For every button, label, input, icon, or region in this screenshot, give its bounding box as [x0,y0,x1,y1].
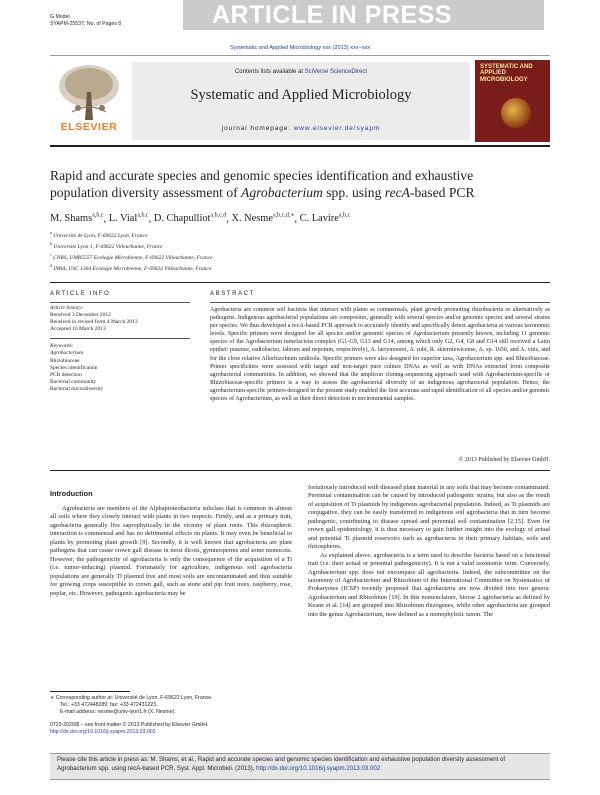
abstract-text: Agrobacteria are common soil bacteria that interact with plants as commensals, plant growth promoting rhizobacteria or alternatively as pathogens. Indigenous agrobacterial populations are composites, generally with several species and/or genomic species and several strains per species. We thus developed a recA-based PCR approach to accurately identify and specifically detect agrobacteria at various taxonomic levels. Specific primers were designed for all species and/or genomic species of Agrobacterium presently known, including 11 genomic species of the Agrobacterium tumefaciens complex (G1-G9, G13 and G14, among which only G2, G4, G8 and G14 still received a Latin epithet: pusense, radiobacter, fabrum and nepotum, respectively), A. larrymoorei, A. rubi, R. skierniewicense, A. sp. 1650, and A. vitis, and for the close relative Allorhizobium undicola. Specific primers were also designed for superior taxa, Agrobacterium spp. and Rhizobiaceae. Primer specificities were assessed with target and non-target pure culture DNAs as well as with DNAs extracted from composite agrobacterial communities. In addition, we showed that the amplicon cloning-sequencing approach used with Agrobacterium-specific or Rhizobiaceae-specific primers is a way to assess the agrobacterial diversity of an indigenous agrobacterial population. Hence, the agrobacterium-specific primers designed in the present study enabled the first accurate and rapid identification of all species and/or genomic species of Agrobacterium, as well as their direct detection in environmental samples. [210,307,550,403]
footnote-line: Tel.: +33 472448289; fax: +33 472431223. [60,702,158,709]
body-paragraph: Agrobacteria are members of the Alphaproteobacteria subclass that is common in almost all soils where they closely interact with plants in two respects. Firstly, and as a primary trait, agrobacteria generally live saprophytically in the vicinity of plant roots. This rhizospheric interaction is commensal and has no detrimental effects on plants. It may even be beneficial to plants by promoting plant growth [9]. Secondly, it is well known that agrobacteria are plant pathogens that can cause crown gall disease in most dicots, gymnosperms and some monocots. However, the pathogenicity of agrobacteria is only the consequence of the acquisition of a Ti (i.e. tumor-inducing) plasmid. Fortunately for agriculture, indigenous soil agrobacteria populations are generally Ti plasmid free and most soils are uncontaminated and thus suitable for growing crops susceptible to crown gall, such as stone and pip fruit trees, raspberry, rose, poplar, etc. However, pathogenic agrobacteria may be [50,505,292,597]
history-item: Accepted 10 March 2013 [50,326,106,333]
keyword: PCR detection [50,371,82,378]
history-label: Article history: [50,305,84,311]
info-divider [50,338,190,339]
title-part: spp. using [322,184,385,200]
article-title [50,168,530,201]
article-info [50,305,190,393]
homepage-link[interactable]: www.elsevier.de/syapm [293,125,381,132]
affiliation: $^d$ INRA, USC 1364 Ecologie Microbienne, F-69622 Villeurbanne, France [50,263,212,272]
journal-cover-thumbnail [475,60,550,142]
issn-block [50,722,208,736]
contents-prefix: Contents lists available at [234,69,305,75]
author-list: M. Shams$^{a,b,c}$, L. Vial$^{a,b,c}$, D. Chapulliot$^{a,b,c,d}$, X. Nesme$^{a,b,c,d,∗}$, C. Lavire$^{a,b,c}$ [50,213,351,225]
title-italic: recA [384,184,410,200]
cover-image [501,98,531,128]
homepage-prefix: journal homepage: [221,125,294,132]
cite-doi-link[interactable]: http://dx.doi.org/10.1016/j.syapm.2013.03.002 [256,764,381,772]
title-rule [50,282,550,283]
author[interactable]: D. Chapulliot$^{a,b,c,d}$ [153,213,227,225]
author[interactable]: X. Nesme$^{a,b,c,d,∗}$ [231,213,295,225]
journal-citation-line[interactable]: Systematic and Applied Microbiology xxx (2013) xxx–xxx [229,45,371,51]
doi-link[interactable]: http://dx.doi.org/10.1016/j.syapm.2013.03.002 [50,729,156,736]
cover-title: SYSTEMATIC AND APPLIED MICROBIOLOGY [480,64,533,83]
body-column-left [50,505,292,598]
article-info-heading: ARTICLE INFO [50,291,111,297]
front-matter-line: 0723-2020/$ – see front matter © 2013 Published by Elsevier GmbH. [50,722,209,728]
author[interactable]: L. Vial$^{a,b,c}$ [108,213,149,225]
affiliation: $^c$ CNRS, UMR5557 Ecologie Microbienne, F-69622 Villeurbanne, France [50,252,213,261]
keyword: Bacterial microdiversity [50,385,104,392]
history-item: Received 3 December 2012 [50,312,111,319]
keyword: Rhizobiaceae [50,357,80,364]
elsevier-wordmark: ELSEVIER [60,121,118,133]
author[interactable]: M. Shams$^{a,b,c}$ [50,213,104,225]
journal-homepage [132,125,470,132]
keywords-label: Keywords: [50,343,74,350]
cite-box-text [57,756,543,773]
corresponding-author-note [50,695,213,717]
gmodel-label: G Model [50,14,70,20]
affiliation: $^b$ Université Lyon 1, F-69622 Villeurbanne, France [50,241,163,250]
footnote-line: E-mail address: nesme@univ-lyon1.fr (X. Nesme). [60,709,176,716]
journal-name: Systematic and Applied Microbiology [190,87,412,103]
history-item: Received in revised form 4 March 2013 [50,319,138,326]
affiliations [50,229,212,273]
introduction-heading: Introduction [50,489,93,498]
article-info-rule [50,302,190,303]
title-part: Rapid and accurate species and genomic species identification and exhaustive population diversity assessment of [50,168,474,200]
copyright-notice: © 2013 Published by Elsevier GmbH. [458,457,550,463]
keyword: Agrobacterium [50,350,84,357]
elsevier-tree-icon [52,62,126,120]
body-paragraph: As explained above, agrobacteria is a term used to describe bacteria based on a functional trait (i.e. their actual or potential pathogenicity). It is not a valid taxonomic term. Conversely, Agrobacterium spp. does not encompass all agrobacteria. Indeed, the subcommittee on the taxonomy of Agrobacterium and Rhizobium of the International Committee on Systematics of Prokaryotes (ICSP) recently proposed that agrobacteria are now divided into two genera: Agrobacterium and Rhizobium [19]. In this nomenclature, biovar 2 agrobacteria as defined by Keane et al. [14] are grouped into Rhizobium rhizogenes, while other agrobacteria are grouped into the genus Agrobacterium, now defined as a monophyletic taxon. The [308,551,550,618]
body-paragraph: fortuitously introduced with diseased plant material in any soils that may become contaminated. Perennial contamination can be caused by introduced pathogenic strains, but also as the result of acquisition of Ti plasmids by indigenous agrobacterial population. Indeed, as Ti plasmids are conjugative, they can be easily transferred to indigenous soil agrobacteria that in turn become pathogenic, contributing to disease spread and perennial soil contamination [2,15]. Even for crown gall epidemiology, it is thus necessary to gain further insight into the ecology of actual and potential Ti plasmid reservoirs such as agrobacteria in their primary habitats, soils and rhizospheres. [308,484,550,551]
contents-line [132,69,470,75]
sciencedirect-link[interactable]: SciVerse ScienceDirect [304,69,368,75]
keyword: Bacterial community [50,378,97,385]
keyword: Species identification [50,364,98,371]
manuscript-info [50,14,121,28]
footnote-line: ∗ Corresponding author at: Université de Lyon, F-69622 Lyon, France. [50,695,213,701]
affiliation: $^a$ Université de Lyon, F-69622 Lyon, France [50,230,148,239]
manuscript-id [50,21,121,28]
abstract-end-rule [50,470,550,471]
page-count: No. of Pages 8 [86,21,122,27]
abstract-rule [210,302,550,303]
abstract-heading: ABSTRACT [210,291,255,297]
ms-id: SYAPM-25537; [50,21,86,27]
title-italic: Agrobacterium [241,184,323,200]
body-column-right [308,484,550,619]
article-in-press-text: ARTICLE IN PRESS [212,1,452,29]
footnote-rule [50,691,130,692]
title-part: -based PCR [409,184,475,200]
header-rule [50,55,550,56]
masthead-rule [50,145,550,147]
cite-text: Please cite this article in press as: M. Shams, et al., Rapid and accurate species and genomic species identification and exhaustive population diversity assessment of Agrobacterium spp. using recA-based PCR, Syst. Appl. Microbiol. (2013), [57,756,506,772]
author[interactable]: C. Lavire$^{a,b,c}$ [299,213,351,225]
